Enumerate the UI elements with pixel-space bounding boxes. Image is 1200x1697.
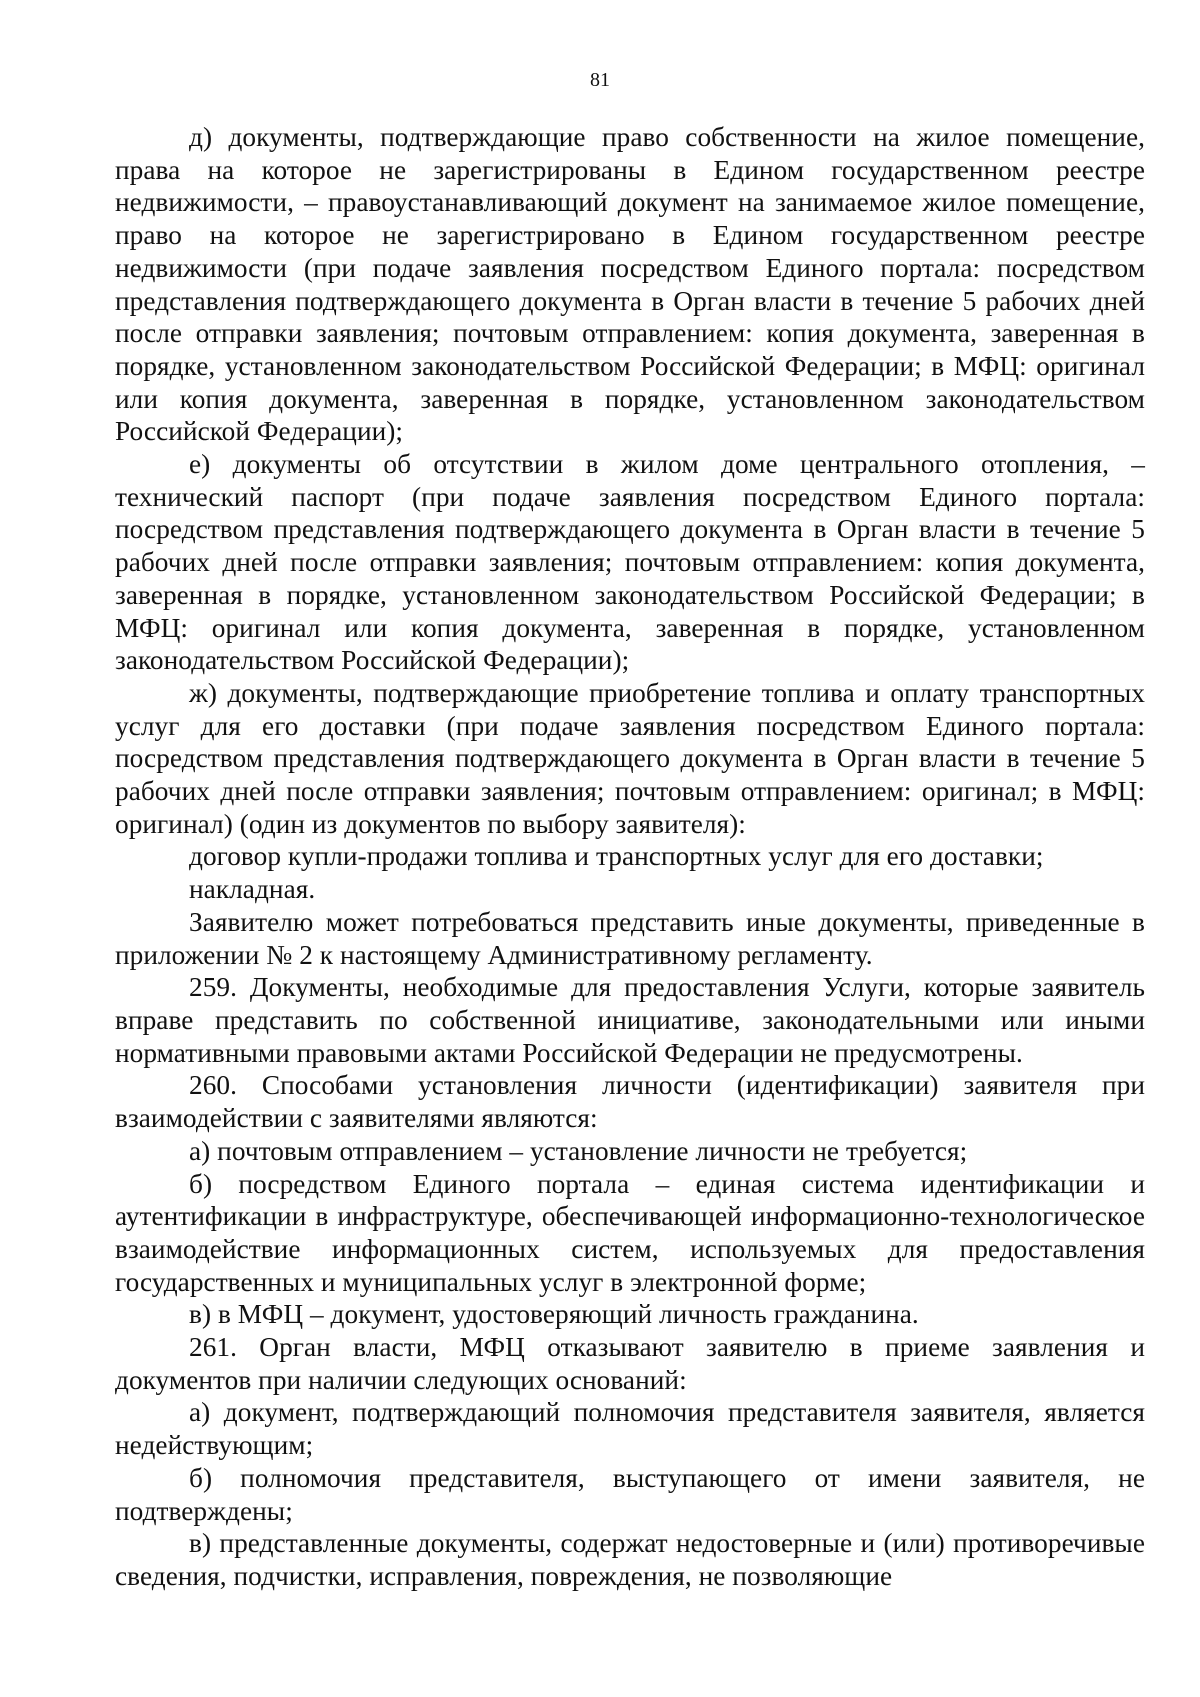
paragraph-260-v: в) в МФЦ – документ, удостоверяющий личность гражданина. — [189, 1299, 919, 1330]
paragraph-260: 260. Способами установления личности (идентификации) заявителя при взаимодействии с заявителями являются: — [115, 1070, 1145, 1134]
document-body — [115, 121, 1145, 1593]
paragraph-zh-fuel-documents: ж) документы, подтверждающие приобретение топлива и оплату транспортных услуг для его доставки (при подаче заявления посредством Единого портала: посредством представления подтверждающего документа в Орган власти в течение 5 рабочих дней после отправки заявления; почтовым отправлением: оригинал; в МФЦ: оригинал) (один из документов по выбору заявителя): — [115, 677, 1145, 839]
paragraph-e-heating-documents: е) документы об отсутствии в жилом доме центрального отопления, – технический паспорт (при подаче заявления посредством Единого портала: посредством представления подтверждающего документа в Орган власти в течение 5 рабочих дней после отправки заявления; почтовым отправлением: копия документа, заверенная в порядке, установленном законодательством Российской Федерации; в МФЦ: оригинал или копия документа, заверенная в порядке, установленном законодательством Российской Федерации); — [115, 449, 1145, 676]
paragraph-invoice: накладная. — [189, 874, 316, 905]
paragraph-261-a: а) документ, подтверждающий полномочия представителя заявителя, является недействующим; — [115, 1397, 1145, 1461]
page-number: 81 — [590, 69, 610, 91]
paragraph-259: 259. Документы, необходимые для предоставления Услуги, которые заявитель вправе представить по собственной инициативе, законодательными или иными нормативными правовыми актами Российской Федерации не предусмотрены. — [115, 972, 1145, 1068]
paragraph-260-b: б) посредством Единого портала – единая система идентификации и аутентификации в инфраструктуре, обеспечивающей информационно-технологическое взаимодействие информационных систем, используемых для предоставления государственных и муниципальных услуг в электронной форме; — [115, 1168, 1145, 1297]
paragraph-fuel-contract: договор купли-продажи топлива и транспортных услуг для его доставки; — [189, 841, 1044, 872]
paragraph-260-a: а) почтовым отправлением – установление личности не требуется; — [189, 1135, 968, 1166]
paragraph-261: 261. Орган власти, МФЦ отказывают заявителю в приеме заявления и документов при наличии следующих оснований: — [115, 1332, 1145, 1395]
paragraph-261-b: б) полномочия представителя, выступающего от имени заявителя, не подтверждены; — [115, 1462, 1145, 1526]
paragraph-other-documents: Заявителю может потребоваться представить иные документы, приведенные в приложении № 2 к настоящему Административному регламенту. — [115, 906, 1145, 970]
paragraph-d-ownership-documents: д) документы, подтверждающие право собственности на жилое помещение, права на которое не зарегистрированы в Едином государственном реестре недвижимости, – правоустанавливающий документ на занимаемое жилое помещение, право на которое не зарегистрировано в Едином государственном реестре недвижимости (при подаче заявления посредством Единого портала: посредством представления подтверждающего документа в Орган власти в течение 5 рабочих дней после отправки заявления; почтовым отправлением: копия документа, заверенная в порядке, установленном законодательством Российской Федерации; в МФЦ: оригинал или копия документа, заверенная в порядке, установленном законодательством Российской Федерации); — [115, 122, 1145, 447]
paragraph-261-v: в) представленные документы, содержат недостоверные и (или) противоречивые сведения, подчистки, исправления, повреждения, не позволяющие — [115, 1528, 1145, 1591]
